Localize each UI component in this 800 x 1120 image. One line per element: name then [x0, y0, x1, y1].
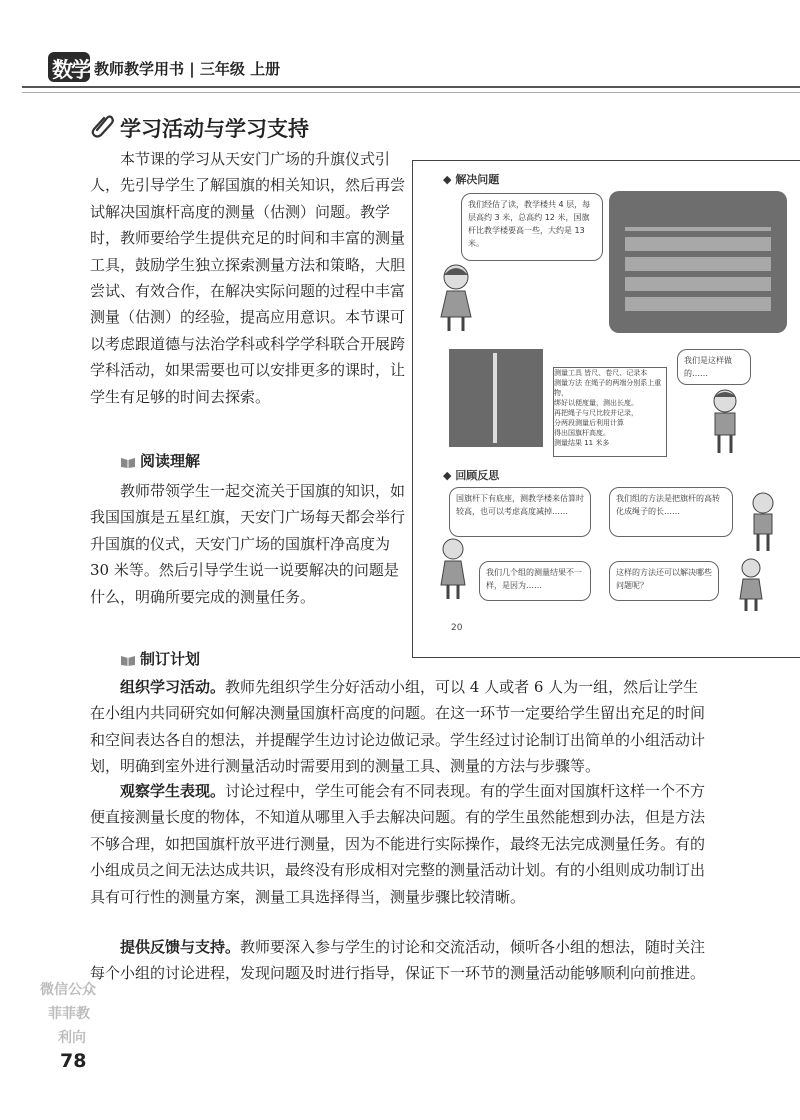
paragraph-body: 讨论过程中，学生可能会有不同表现。有的学生面对国旗杆这样一个不方便直接测量长度的物体，不知道从哪里入手去解决问题。有的学生虽然能想到办法，但是方法不够合理，如把国旗杆放平进行测量，因为不能进行实际操作，最终无法完成测量任务。有的小组成员之间无法达成共识，最终没有形成相对完整的测量活动计划。有的小组则成功制订出具有可行性的测量方案，测量工具选择得当，测量步骤比较清晰。 [90, 782, 706, 906]
paperclip-icon [90, 112, 116, 138]
measuring-activity-photo [449, 349, 543, 447]
student-book-inset [412, 160, 800, 658]
notepad-row: 测量工具 皆尺、卷尺、记录本 [554, 369, 648, 377]
reading-heading-label: 阅读理解 [140, 452, 201, 470]
notepad-row: 绑好以便度量，测出长度。 [554, 399, 638, 407]
paragraph-lead: 提供反馈与支持。 [120, 938, 241, 956]
solve-problem-tag [443, 171, 499, 187]
watermark-line: 利向 [58, 1030, 86, 1046]
watermark [22, 978, 96, 1050]
section-title: 学习活动与学习支持 [120, 117, 309, 141]
paragraph-lead: 观察学生表现。 [120, 782, 226, 800]
reflect-icon: ◆ [443, 469, 452, 482]
notepad-row: 测量方法 在绳子的两端分别系上重物， [554, 379, 662, 397]
building-windows [625, 227, 771, 311]
solve-problem-label: 解决问题 [455, 173, 500, 186]
watermark-line: 微信公众 [40, 982, 96, 998]
reflect-label: 回顾反思 [455, 469, 500, 482]
page-number: 78 [60, 1050, 87, 1072]
boy-character-icon [743, 491, 783, 555]
planning-paragraph-3 [90, 934, 708, 987]
notepad-row: 测量结果 11 米多 [554, 439, 610, 447]
speech-bubble: 我们经估了读，教学楼共 4 层，每层高约 3 米，总高约 12 米，国旗杆比教学楼要高一些，大约是 13 米。 [461, 193, 603, 261]
reading-paragraph: 教师带领学生一起交流关于国旗的知识，如我国国旗是五星红旗，天安门广场每天都会举行升国旗的仪式，天安门广场的国旗杆净高度为 30 米等。然后引导学生说一说要解决的问题是什么，明确所要完成的测量任务。 [90, 482, 406, 606]
speech-bubble: 国旗杆下有底座，测教学楼来估算时较高，也可以考虑高度减掉…… [449, 487, 591, 537]
planning-paragraph-2 [90, 778, 708, 910]
planning-paragraph-1 [90, 674, 708, 780]
school-building-photo [609, 191, 787, 333]
planning-heading-label: 制订计划 [140, 650, 201, 668]
subject-badge-text: 数学 [52, 58, 90, 82]
paragraph-body: 教师要深入参与学生的讨论和交流活动，倾听各小组的想法，随时关注每个小组的讨论进程，发现问题及时进行指导，保证下一环节的测量活动能够顺利向前推进。 [90, 938, 706, 983]
header-divider-thin [22, 92, 800, 93]
lightbulb-icon: ◆ [443, 173, 452, 186]
reading-heading [120, 450, 200, 471]
paragraph-lead: 组织学习活动。 [120, 678, 226, 696]
book-title: 教师教学用书 | 三年级 上册 [94, 60, 281, 78]
paragraph-body: 教师先组织学生分好活动小组，可以 4 人或者 6 人为一组，然后让学生在小组内共同研究如何解决测量国旗杆高度的问题。在这一环节一定要给学生留出充足的时间和空间表达各自的想法，并提醒学生边讨论边做记录。学生经过讨论制订出简单的小组活动计划，明确到室外进行测量活动时需要用到的测量工具、测量的方法与步骤等。 [90, 678, 706, 776]
girl-character-icon [433, 537, 473, 603]
plan-notepad [553, 367, 667, 457]
speech-bubble: 我们几个组的测量结果不一样，是因为…… [479, 561, 591, 601]
notepad-row: 得出国旗杆高度。 [554, 429, 610, 437]
reflect-tag [443, 467, 499, 483]
inset-page-number: 20 [451, 623, 463, 633]
notepad-row: 分两段测量后利用计算 [554, 419, 624, 427]
planning-heading [120, 648, 200, 669]
girl-character-icon [731, 557, 771, 613]
speech-bubble: 我们组的方法是把旗杆的高转化成绳子的长…… [609, 487, 733, 537]
speech-bubble: 我们是这样做的…… [677, 349, 751, 385]
intro-paragraph: 本节课的学习从天安门广场的升旗仪式引人，先引导学生了解国旗的相关知识，然后再尝试解决国旗杆高度的测量（估测）问题。教学时，教师要给学生提供充足的时间和丰富的测量工具，鼓励学生独立探索测量方法和策略，大胆尝试、有效合作，在解决实际问题的过程中丰富测量（估测）的经验，提高应用意识。本节课可以考虑跟道德与法治学科或科学学科联合开展跨学科活动，如果需要也可以安排更多的课时，让学生有足够的时间去探索。 [90, 150, 406, 406]
speech-bubble: 这样的方法还可以解决哪些问题呢？ [609, 561, 719, 601]
book-icon [120, 654, 136, 666]
girl-character-icon [431, 261, 481, 335]
watermark-line: 菲菲教 [48, 1006, 90, 1022]
boy-character-icon [703, 387, 747, 457]
book-icon [120, 456, 136, 468]
flagpole-shape [493, 353, 497, 443]
notepad-row: 再把绳子与尺比较并记录， [554, 409, 638, 417]
header-divider [22, 86, 800, 88]
